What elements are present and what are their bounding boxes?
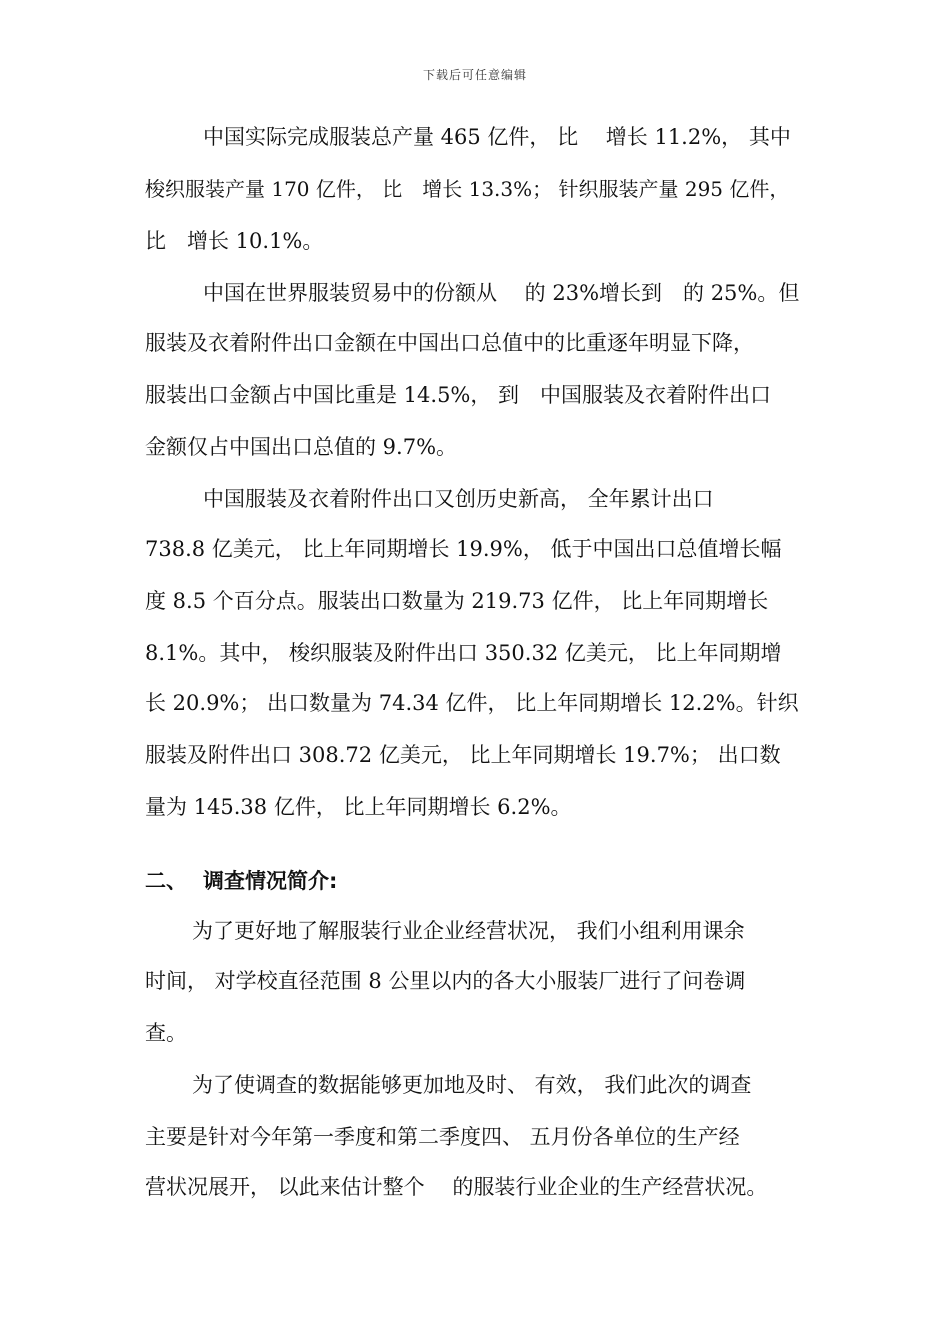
section-title: 调查情况简介: <box>203 869 338 893</box>
paragraph-3-line-7: 量为 145.38 亿件， 比上年同期增长 6.2%。 <box>145 795 572 819</box>
paragraph-1-line-3: 比 增长 10.1%。 <box>145 229 324 253</box>
section-paragraph-2-line-1: 为了使调查的数据能够更加地及时、 有效， 我们此次的调查 <box>192 1073 752 1097</box>
section-paragraph-1-line-3: 查。 <box>145 1021 187 1045</box>
section-paragraph-2-line-3: 营状况展开， 以此来估计整个 的服装行业企业的生产经营状况。 <box>145 1175 768 1199</box>
paragraph-3-line-2: 738.8 亿美元， 比上年同期增长 19.9%， 低于中国出口总值增长幅 <box>145 537 782 561</box>
section-paragraph-2-line-2: 主要是针对今年第一季度和第二季度四、 五月份各单位的生产经 <box>145 1125 740 1149</box>
page-header: 下载后可任意编辑 <box>422 68 527 82</box>
paragraph-2-line-3: 服装出口金额占中国比重是 14.5%， 到 中国服装及衣着附件出口 <box>145 383 772 407</box>
section-heading <box>145 868 337 894</box>
paragraph-3-line-3: 度 8.5 个百分点。服装出口数量为 219.73 亿件， 比上年同期增长 <box>145 589 769 613</box>
paragraph-3-line-1: 中国服装及衣着附件出口又创历史新高， 全年累计出口 <box>203 487 714 511</box>
paragraph-2-line-2: 服装及衣着附件出口金额在中国出口总值中的比重逐年明显下降， <box>145 331 754 355</box>
paragraph-2-line-1: 中国在世界服装贸易中的份额从 的 23%增长到 的 25%。但 <box>203 281 800 305</box>
paragraph-1-line-1: 中国实际完成服装总产量 465 亿件， 比 增长 11.2%， 其中 <box>203 125 791 149</box>
paragraph-3-line-6: 服装及附件出口 308.72 亿美元， 比上年同期增长 19.7%； 出口数 <box>145 743 781 767</box>
paragraph-3-line-5: 长 20.9%； 出口数量为 74.34 亿件， 比上年同期增长 12.2%。针织 <box>145 691 799 715</box>
section-paragraph-1-line-2: 时间， 对学校直径范围 8 公里以内的各大小服装厂进行了问卷调 <box>145 969 746 993</box>
section-paragraph-1-line-1: 为了更好地了解服装行业企业经营状况， 我们小组利用课余 <box>192 919 745 943</box>
paragraph-2-line-4: 金额仅占中国出口总值的 9.7%。 <box>145 435 458 459</box>
paragraph-1-line-2: 梭织服装产量 170 亿件， 比 增长 13.3%； 针织服装产量 295 亿件， <box>145 177 790 201</box>
section-number: 二、 <box>145 869 187 893</box>
paragraph-3-line-4: 8.1%。其中， 梭织服装及附件出口 350.32 亿美元， 比上年同期增 <box>145 641 782 665</box>
